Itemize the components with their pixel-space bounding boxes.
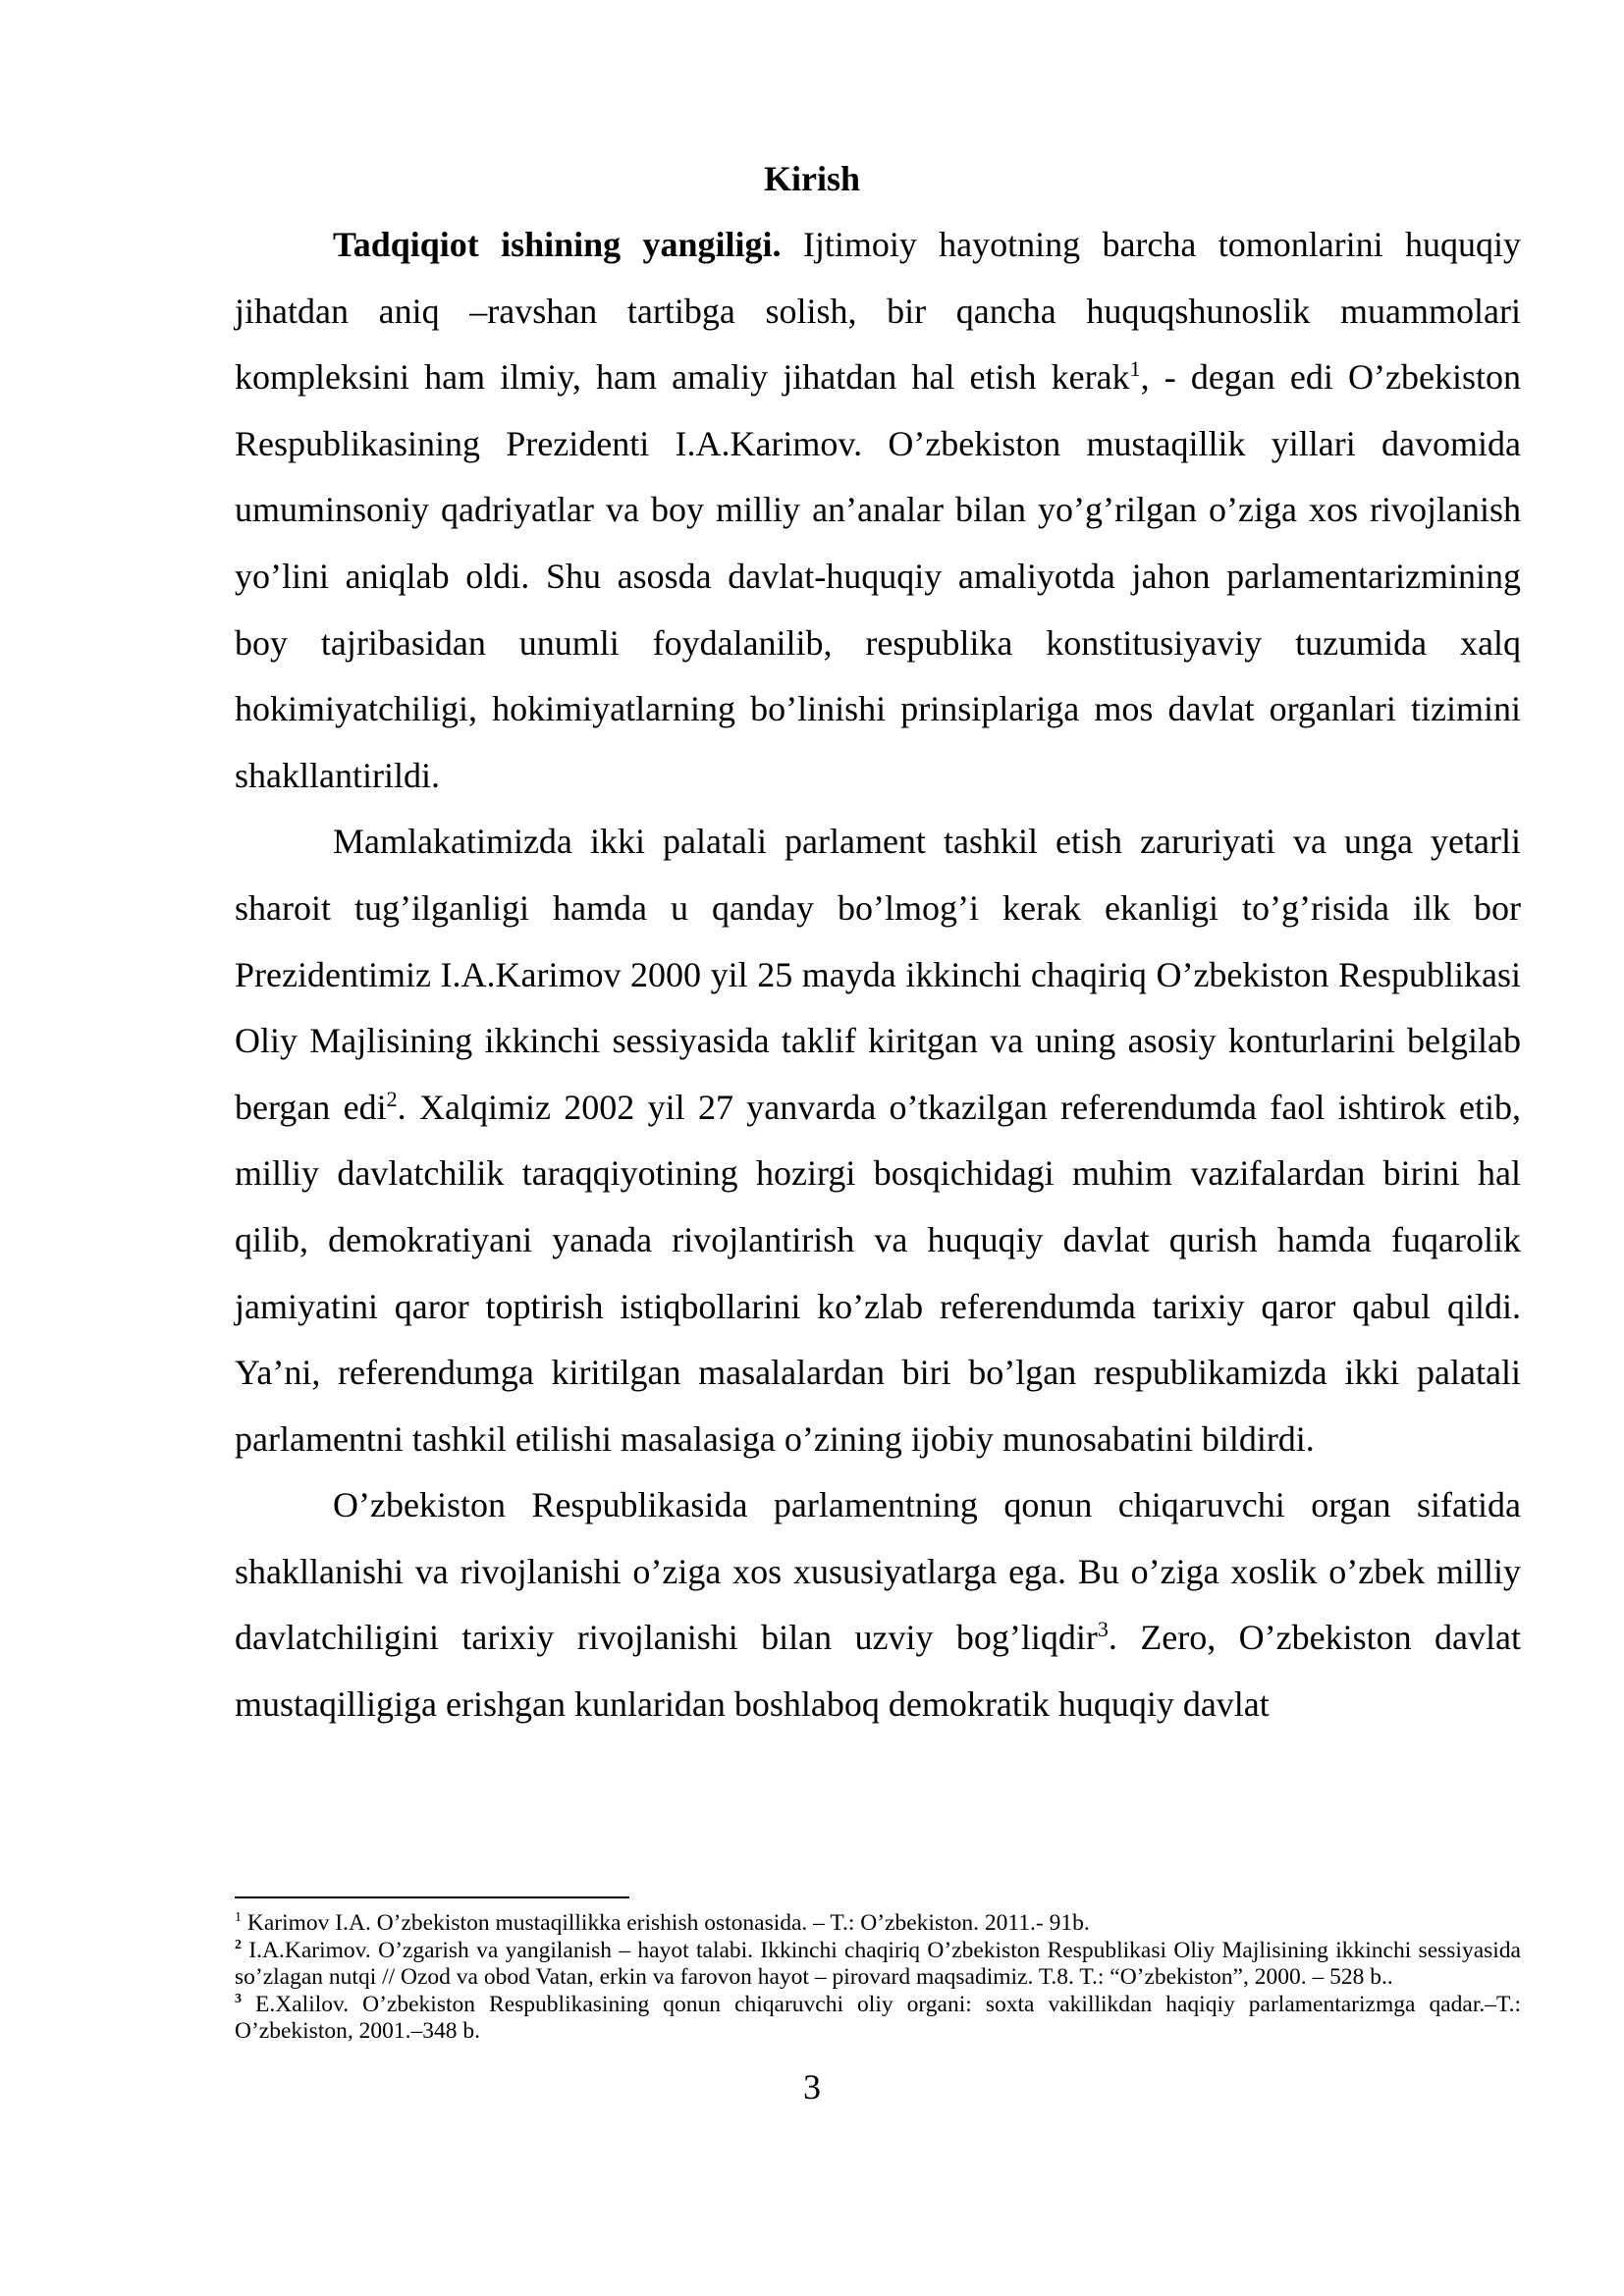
paragraph-text: Ijtimoiy hayotning barcha tomonlarini huquqiy jihatdan aniq –ravshan tartibga solish, bir qancha huquqshunoslik muammolari kompleksini ham ilmiy, ham amaliy jihatdan hal etish kerak <box>235 225 1521 398</box>
paragraph-text: . Zero, O’zbekiston davlat mustaqilligiga erishgan kunlaridan boshlaboq demokratik huquqiy davlat <box>235 1618 1522 1725</box>
footnote-text: Karimov I.A. O’zbekiston mustaqillikka erishish ostonasida. – T.: O’zbekiston. 2011.- 91b. <box>242 1910 1090 1936</box>
footnote-separator <box>235 1896 629 1898</box>
footnote-ref[interactable]: 1 <box>1129 356 1141 382</box>
footnote-ref[interactable]: 3 <box>1097 1617 1109 1642</box>
paragraph-1 <box>235 212 1521 809</box>
paragraph-3 <box>235 1472 1521 1737</box>
footnote-text: I.A.Karimov. O’zgarish va yangilanish – hayot talabi. Ikkinchi chaqiriq O’zbekiston Respublikasi Oliy Majlisining ikkinchi sessiyasida so’zlagan nutqi // Ozod va obod Vatan, erkin va farovon hayot – pirovard maqsadimiz. T.8. T.: “O’zbekiston”, 2000. – 528 b.. <box>235 1937 1521 1990</box>
footnotes <box>235 1910 1521 2046</box>
footnote-ref[interactable]: 2 <box>386 1086 398 1111</box>
footnote-mark: 1 <box>235 1910 242 1926</box>
paragraph-lead: Tadqiqiot ishining yangiligi. <box>333 225 782 264</box>
footnote-text: E.Xalilov. O’zbekiston Respublikasining qonun chiqaruvchi oliy organi: soxta vakillikdan haqiqiy parlamentarizmga qadar.–T.: O’zbekiston, 2001.–348 b. <box>235 1991 1521 2044</box>
section-heading: Kirish <box>763 159 860 198</box>
paragraph-text: O’zbekiston Respublikasida parlamentning qonun chiqaruvchi organ sifatida shakllanishi va rivojlanishi o’ziga xos xususiyatlarga ega. Bu o’ziga xoslik o’zbek milliy davlatchiligini tarixiy rivojlanishi bilan uzviy bog’liqdir <box>235 1485 1521 1658</box>
paragraph-text: Mamlakatimizda ikki palatali parlament tashkil etish zaruriyati va unga yetarli sharoit tug’ilganligi hamda u qanday bo’lmog’i kerak ekanligi to’g’risida ilk bor Prezidentimiz I.A.Karimov 2000 yil 25 mayda ikkinchi chaqiriq O’zbekiston Respublikasi Oliy Majlisining ikkinchi sessiyasida taklif kiritgan va uning asosiy konturlarini belgilab bergan edi <box>235 822 1521 1127</box>
page-number: 3 <box>803 2067 821 2107</box>
footnote-mark: 3 <box>235 1991 242 2006</box>
footnote-3 <box>235 1992 1521 2046</box>
footnote-mark: 2 <box>235 1937 242 1952</box>
footnote-1 <box>235 1910 1521 1938</box>
body-text <box>235 212 1521 1738</box>
paragraph-2 <box>235 809 1521 1472</box>
paragraph-text: , - degan edi O’zbekiston Respublikasining Prezidenti I.A.Karimov. O’zbekiston mustaqillik yillari davomida umuminsoniy qadriyatlar va boy milliy an’analar bilan yo’g’rilgan o’ziga xos rivojlanish yo’lini aniqlab oldi. Shu asosda davlat-huquqiy amaliyotda jahon parlamentarizmining boy tajribasidan unumli foydalanilib, respublika konstitusiyaviy tuzumida xalq hokimiyatchiligi, hokimiyatlarning bo’linishi prinsiplariga mos davlat organlari tizimini shakllantirildi. <box>235 357 1521 795</box>
paragraph-text: . Xalqimiz 2002 yil 27 yanvarda o’tkazilgan referendumda faol ishtirok etib, milliy davlatchilik taraqqiyotining hozirgi bosqichidagi muhim vazifalardan birini hal qilib, demokratiyani yanada rivojlantirish va huquqiy davlat qurish hamda fuqarolik jamiyatini qaror toptirish istiqbollarini ko’zlab referendumda tarixiy qaror qabul qildi. Ya’ni, referendumga kiritilgan masalalardan biri bo’lgan respublikamizda ikki palatali parlamentni tashkil etilishi masalasiga o’zining ijobiy munosabatini bildirdi. <box>235 1087 1521 1459</box>
footnote-2 <box>235 1938 1521 1992</box>
